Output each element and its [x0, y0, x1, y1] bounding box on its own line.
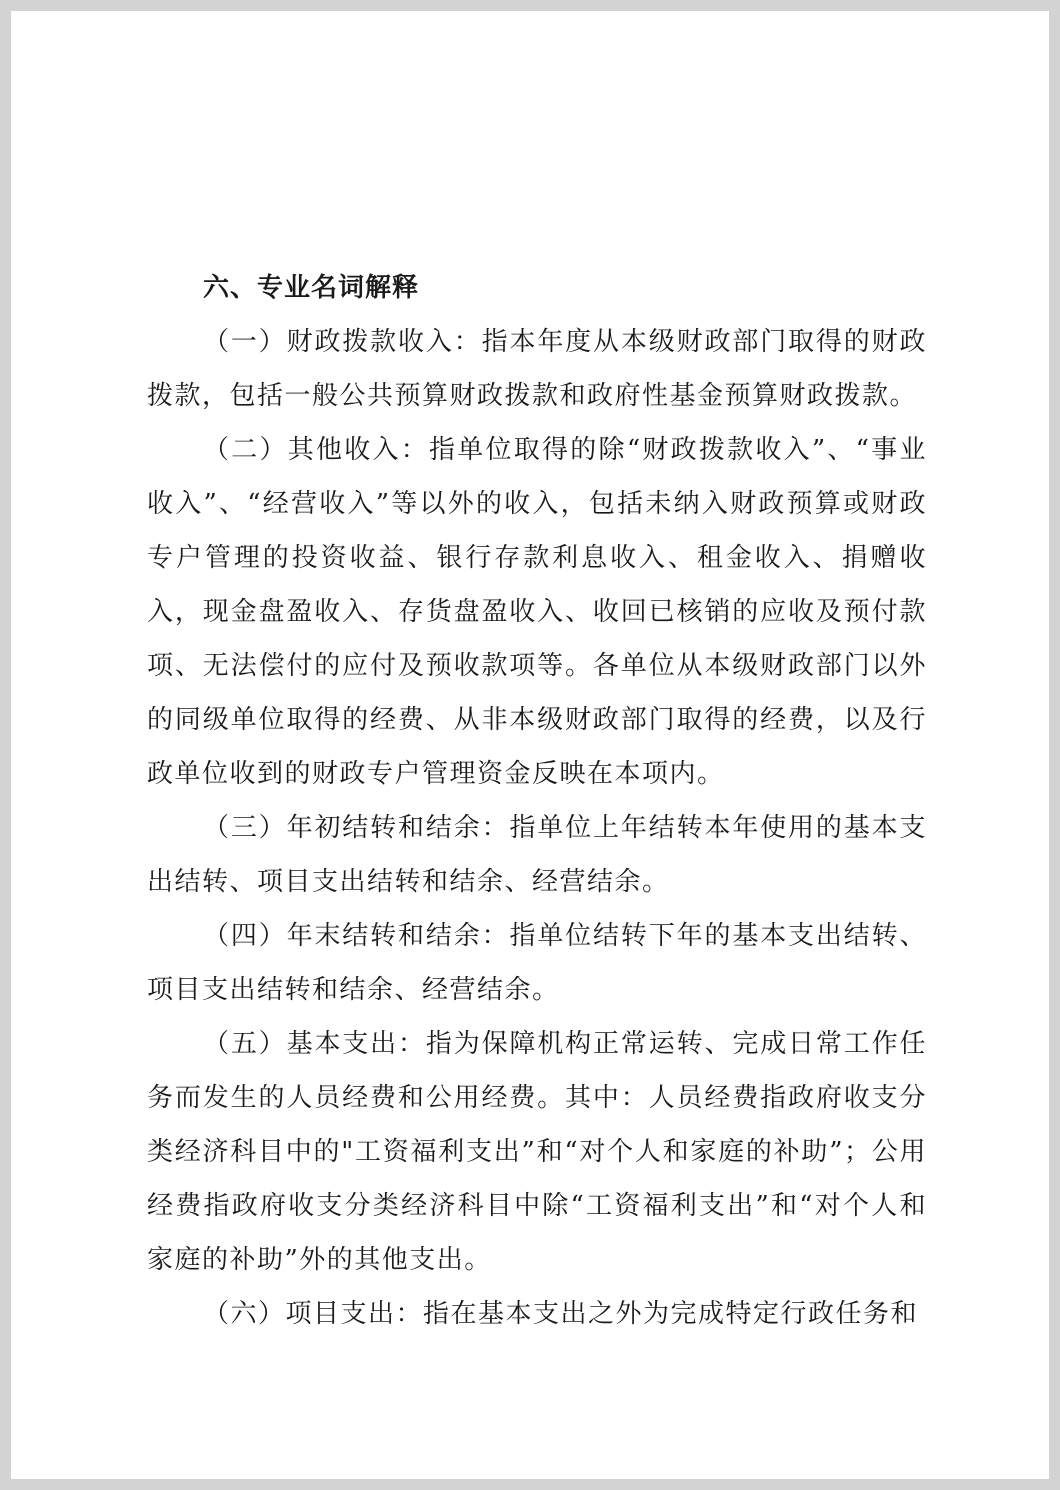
paragraph-project-expenditure: （六）项目支出：指在基本支出之外为完成特定行政任务和 — [203, 1299, 919, 1329]
document-body — [147, 261, 927, 1341]
paragraph-basic-expenditure: （五）基本支出：指为保障机构正常运转、完成日常工作任务而发生的人员经费和公用经费。其中：人员经费指政府收支分类经济科目中的"工资福利支出”和“对个人和家庭的补助”；公用经费指政府收支分类经济科目中除“工资福利支出”和“对个人和家庭的补助”外的其他支出。 — [147, 1029, 927, 1275]
paragraph-other-income: （二）其他收入：指单位取得的除“财政拨款收入”、“事业收入”、“经营收入”等以外的收入，包括未纳入财政预算或财政专户管理的投资收益、银行存款利息收入、租金收入、捐赠收入，现金盘盈收入、存货盘盈收入、收回已核销的应收及预付款项、无法偿付的应付及预收款项等。各单位从本级财政部门以外的同级单位取得的经费、从非本级财政部门取得的经费，以及行政单位收到的财政专户管理资金反映在本项内。 — [147, 435, 927, 789]
paragraph-opening-carryover: （三）年初结转和结余：指单位上年结转本年使用的基本支出结转、项目支出结转和结余、经营结余。 — [147, 813, 927, 897]
document-page — [11, 11, 1049, 1479]
section-heading: 六、专业名词解释 — [203, 273, 420, 303]
paragraph-fiscal-appropriation-income: （一）财政拨款收入：指本年度从本级财政部门取得的财政拨款，包括一般公共预算财政拨款和政府性基金预算财政拨款。 — [147, 327, 927, 411]
paragraph-closing-carryover: （四）年末结转和结余：指单位结转下年的基本支出结转、项目支出结转和结余、经营结余。 — [147, 921, 927, 1005]
